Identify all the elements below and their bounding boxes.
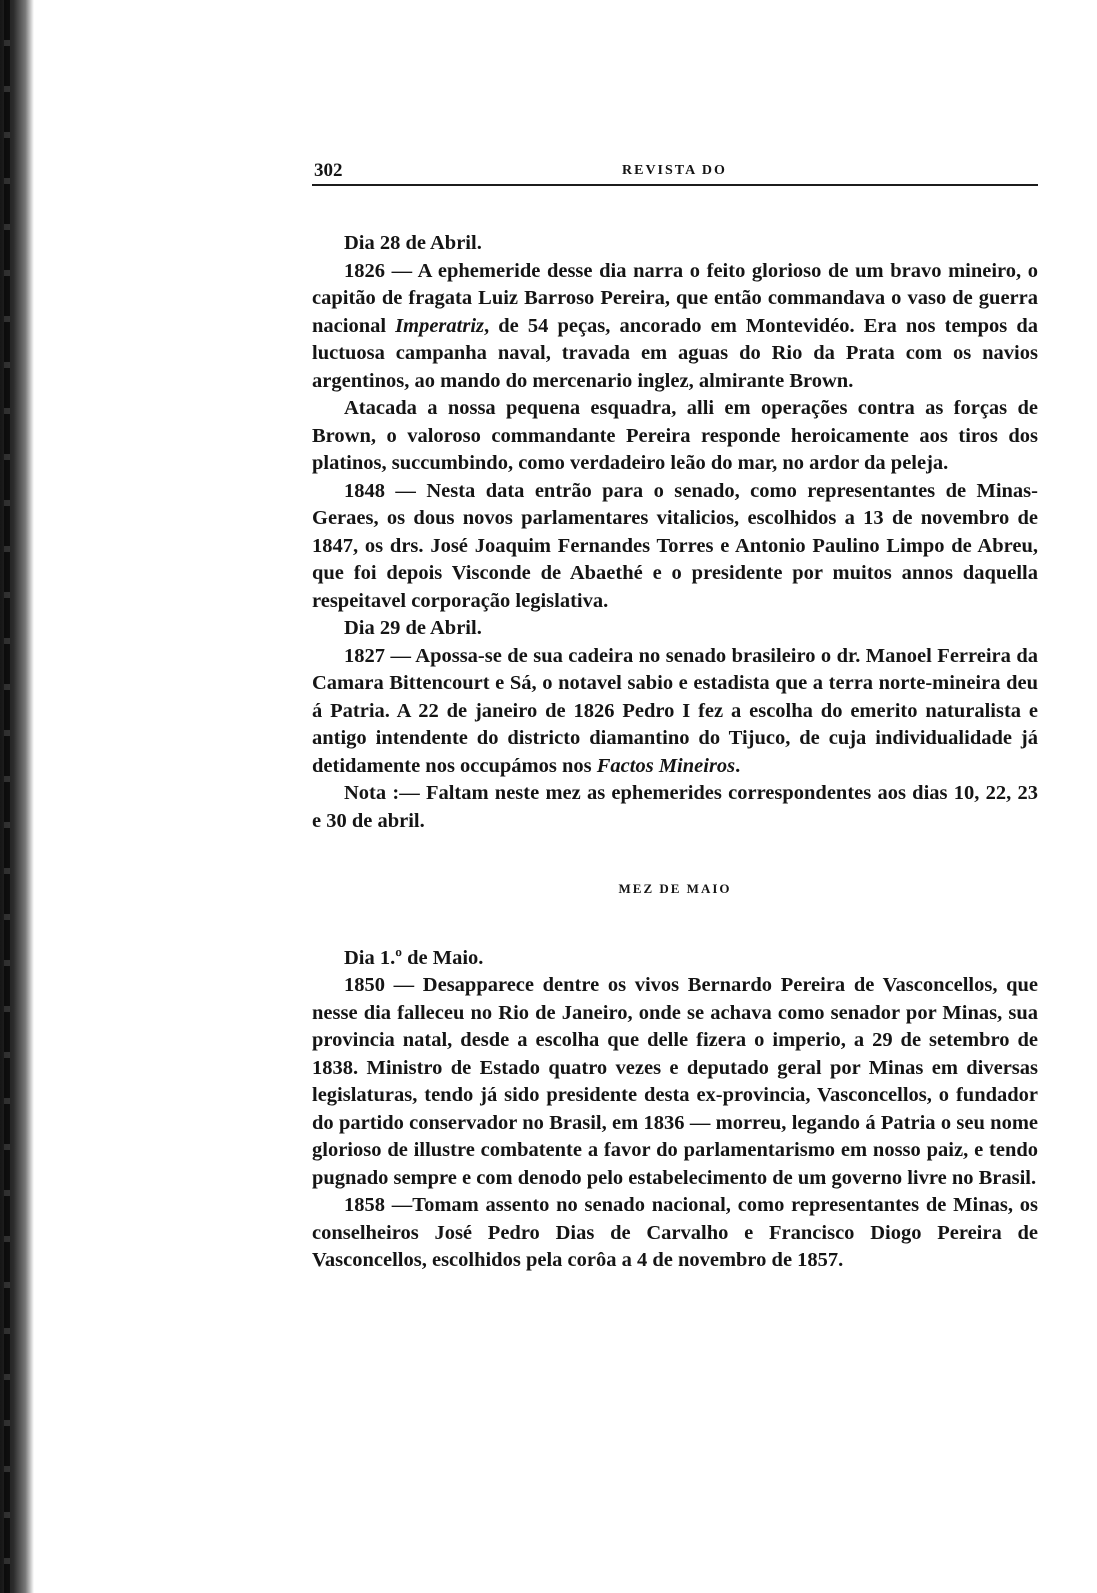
paragraph-1826 [312,258,1038,396]
month-title: MEZ DE MAIO [618,881,732,896]
paragraph-1850: 1850 — Desapparece dentre os vivos Bernardo Pereira de Vasconcellos, que nesse dia falleceu no Rio de Janeiro, onde se achava como senador por Minas, sua provincia natal, desde a escolha que delle fizera o imperio, a 29 de setembro de 1838. Ministro de Estado quatro vezes e deputado geral por Minas em diversas legislaturas, tendo já sido presidente desta ex-provincia, Vasconcellos, o fundador do partido conservador no Brasil, em 1836 — morreu, legando á Patria o seu nome glorioso de illustre combatente a favor do parlamentarismo em nosso paiz, e tendo pugnado sempre e com denodo pelo estabelecimento de um governo livre no Brasil. [312,974,1038,1189]
ship-name-imperatriz: Imperatriz [395,314,485,337]
scan-binding-edge [0,0,34,1593]
paragraph-1858: 1858 —Tomam assento no senado nacional, como representantes de Minas, os conselheiros José Pedro Dias de Carvalho e Francisco Diogo Pereira de Vasconcellos, escolhidos pela corôa a 4 de novembro de 1857. [312,1194,1038,1271]
book-title-factos-mineiros: Factos Mineiros [596,754,736,777]
document-page [312,158,1038,1478]
day-heading-may-1: Dia 1.º de Maio. [344,946,484,969]
day-heading-april-28: Dia 28 de Abril. [344,232,482,254]
paragraph-1827-text-end: . [735,754,741,777]
paragraph-1826-text-end: , de 54 peças, ancorado em Montevidéo. Era nos tempos da luctuosa campanha naval, travada em aguas do Rio da Prata com os navios argentinos, ao mando do mercenario inglez, almirante Brown. [312,314,1038,392]
body-text [312,230,1038,1275]
running-header [312,158,1038,186]
year-1826: 1826 [344,259,385,282]
paragraph-1848: 1848 — Nesta data entrão para o senado, como representantes de Minas-Geraes, os dous novos parlamentares vitalicios, escolhidos a 13 de novembro de 1847, os drs. José Joaquim Fernandes Torres e Antonio Paulino Limpo de Abreu, que foi depois Visconde de Abaethé e o presidente por muitos annos daquella respeitavel corporação legislativa. [312,479,1038,612]
paragraph-1827-text: 1827 — Apossa-se de sua cadeira no senado brasileiro o dr. Manoel Ferreira da Camara Bittencourt e Sá, o notavel sabio e estadista que a terra norte-mineira deu á Patria. A 22 de janeiro de 1826 Pedro I fez a escolha do emerito naturalista e antigo intendente do districto diamantino do Tijuco, de cuja individualidade já detidamente nos occupámos nos [312,644,1038,777]
paragraph-1826-text: — A ephemeride desse dia narra o feito glorioso de um bravo mineiro, o capitão de fragata Luiz Barroso Pereira, que então commandava o vaso de guerra nacional [312,259,1038,337]
paragraph-nota: Nota :— Faltam neste mez as ephemerides correspondentes aos dias 10, 22, 23 e 30 de abril. [312,782,1038,832]
paragraph-atacada: Atacada a nossa pequena esquadra, alli em operações contra as forças de Brown, o valoroso commandante Pereira responde heroicamente aos tiros dos platinos, succumbindo, como verdadeiro leão do mar, no ardor da peleja. [312,397,1038,474]
page-number: 302 [314,160,343,181]
day-heading-april-29: Dia 29 de Abril. [344,617,482,639]
journal-title: REVISTA DO [622,163,727,178]
paragraph-1827 [312,643,1038,781]
